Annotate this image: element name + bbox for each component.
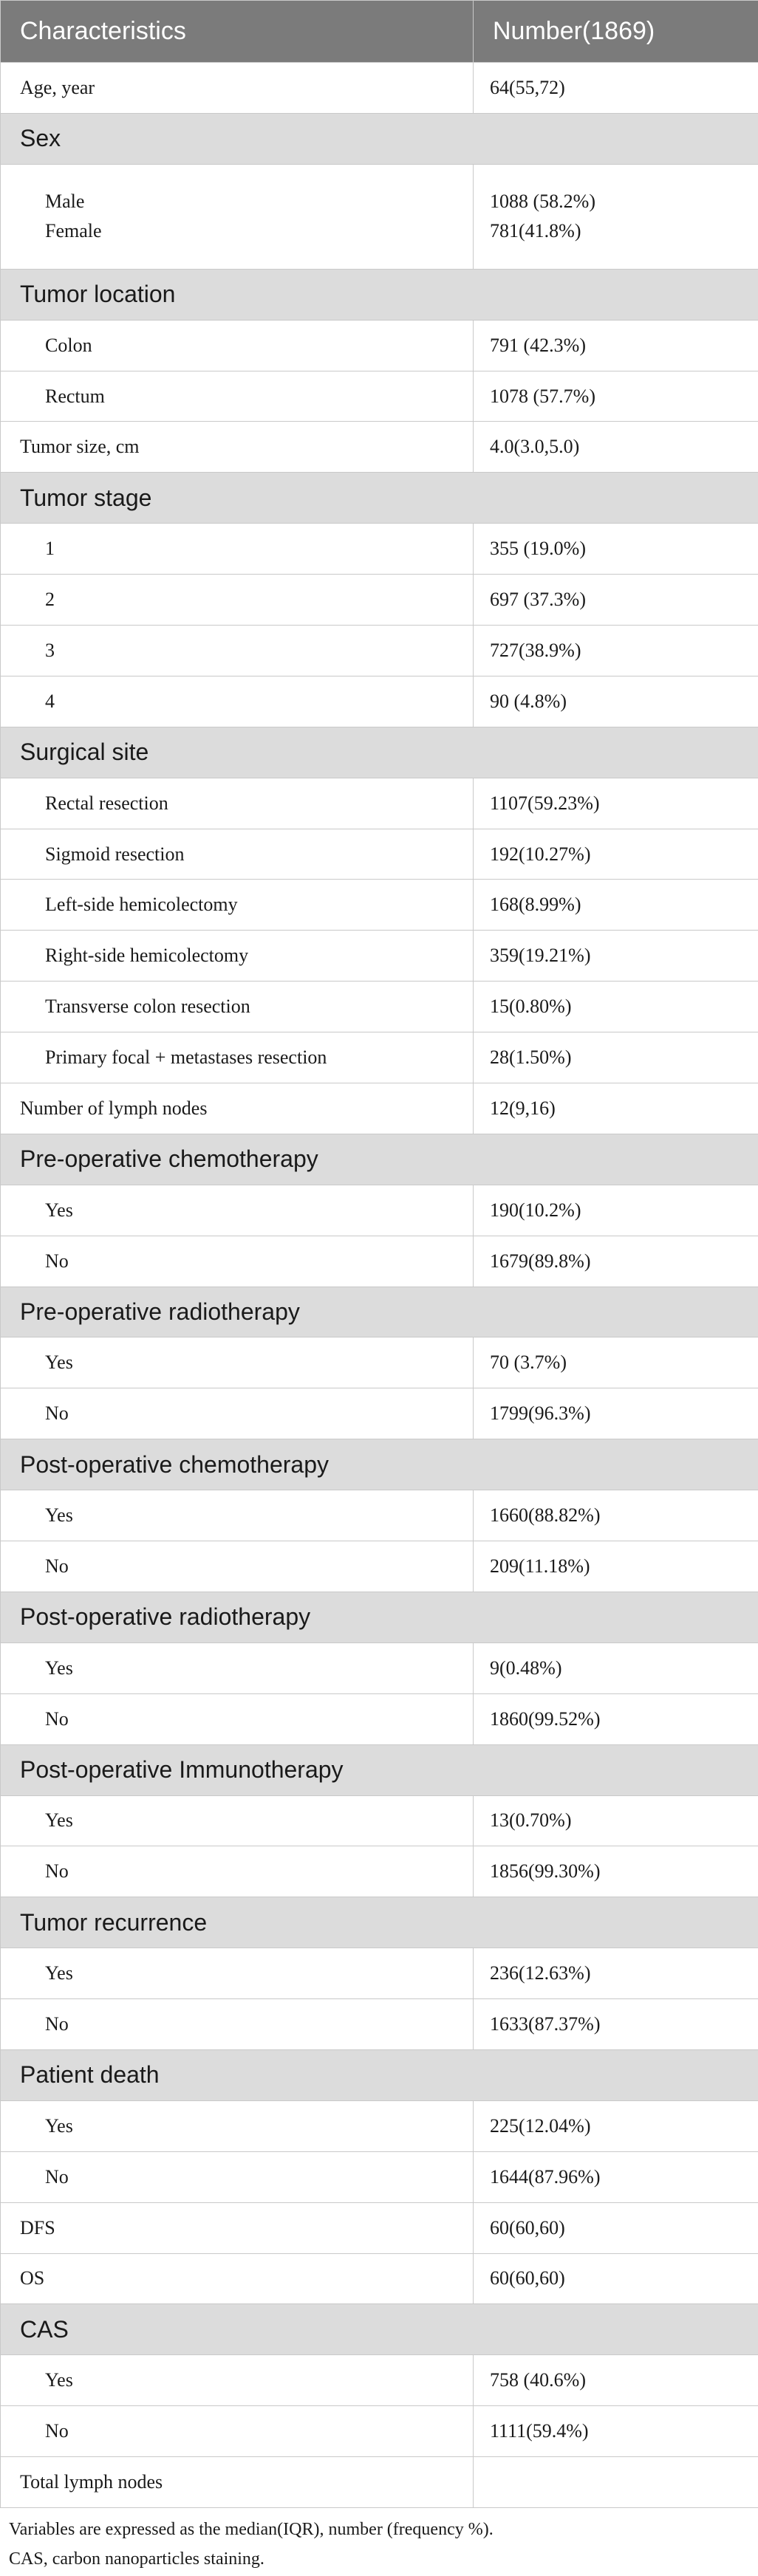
row-value: 28(1.50%) — [474, 1032, 758, 1083]
table-row — [1, 1083, 758, 1134]
male-value: 1088 (58.2%) — [490, 191, 595, 213]
section-row-sex — [1, 113, 758, 164]
row-label: Primary focal + metastases resection — [1, 1032, 474, 1083]
female-label: Female — [45, 220, 102, 242]
row-value: 168(8.99%) — [474, 880, 758, 931]
row-label: No — [1, 1236, 474, 1287]
row-value-total-lymph — [474, 2457, 758, 2508]
section-title: Patient death — [1, 2049, 758, 2100]
table-row — [1, 1795, 758, 1846]
row-label-age: Age, year — [1, 63, 474, 114]
table-row — [1, 1185, 758, 1236]
row-value: 1860(99.52%) — [474, 1693, 758, 1744]
female-value: 781(41.8%) — [490, 220, 581, 242]
row-label-tumor-size: Tumor size, cm — [1, 422, 474, 473]
row-label: 2 — [1, 575, 474, 626]
row-value: 70 (3.7%) — [474, 1337, 758, 1388]
table-row — [1, 2457, 758, 2508]
row-value: 1660(88.82%) — [474, 1490, 758, 1541]
table-row — [1, 829, 758, 880]
row-label: No — [1, 1541, 474, 1592]
row-value: 1644(87.96%) — [474, 2151, 758, 2202]
table-row — [1, 2355, 758, 2406]
row-value: 90 (4.8%) — [474, 676, 758, 727]
table-row — [1, 2202, 758, 2253]
section-title: CAS — [1, 2304, 758, 2355]
row-label: No — [1, 2406, 474, 2457]
table-row — [1, 63, 758, 114]
row-label: 4 — [1, 676, 474, 727]
male-label: Male — [45, 191, 85, 213]
row-label-dfs: DFS — [1, 2202, 474, 2253]
row-value: 1111(59.4%) — [474, 2406, 758, 2457]
row-value: 225(12.04%) — [474, 2100, 758, 2151]
footnote-variables: Variables are expressed as the median(IQR), number (frequency %). — [9, 2519, 494, 2539]
section-row-post-immuno — [1, 1744, 758, 1795]
section-row-post-radio — [1, 1592, 758, 1642]
row-value: 1856(99.30%) — [474, 1846, 758, 1897]
table-row — [1, 1388, 758, 1439]
section-title: Tumor location — [1, 269, 758, 320]
table-row — [1, 982, 758, 1032]
section-title: Post-operative radiotherapy — [1, 1592, 758, 1642]
row-value: 727(38.9%) — [474, 626, 758, 676]
section-title: Pre-operative chemotherapy — [1, 1134, 758, 1185]
row-value: 791 (42.3%) — [474, 320, 758, 371]
row-value: 13(0.70%) — [474, 1795, 758, 1846]
row-label: Left-side hemicolectomy — [1, 880, 474, 931]
row-label-total-lymph: Total lymph nodes — [1, 2457, 474, 2508]
row-value: 359(19.21%) — [474, 931, 758, 982]
table-row — [1, 2151, 758, 2202]
table-row — [1, 626, 758, 676]
table-row — [1, 2100, 758, 2151]
row-label: No — [1, 1999, 474, 2050]
row-value: 1078 (57.7%) — [474, 371, 758, 422]
row-label: Right-side hemicolectomy — [1, 931, 474, 982]
row-value: 15(0.80%) — [474, 982, 758, 1032]
row-value: 1799(96.3%) — [474, 1388, 758, 1439]
table-row — [1, 320, 758, 371]
section-row-post-chemo — [1, 1439, 758, 1490]
row-label: Yes — [1, 2355, 474, 2406]
table-row — [1, 371, 758, 422]
table-row — [1, 1693, 758, 1744]
table-row — [1, 880, 758, 931]
row-value: 1633(87.37%) — [474, 1999, 758, 2050]
table-row — [1, 524, 758, 575]
section-title: Sex — [1, 113, 758, 164]
table-row — [1, 1541, 758, 1592]
table-row — [1, 1490, 758, 1541]
row-value-tumor-size: 4.0(3.0,5.0) — [474, 422, 758, 473]
row-label: Yes — [1, 1490, 474, 1541]
section-row-pre-radio — [1, 1287, 758, 1337]
row-label: Yes — [1, 2100, 474, 2151]
section-row-recurrence — [1, 1897, 758, 1948]
row-value: 9(0.48%) — [474, 1642, 758, 1693]
table-row — [1, 1032, 758, 1083]
row-label: Yes — [1, 1795, 474, 1846]
row-label: Yes — [1, 1185, 474, 1236]
row-value-age: 64(55,72) — [474, 63, 758, 114]
table-footnotes — [0, 2508, 758, 2570]
row-value-dfs: 60(60,60) — [474, 2202, 758, 2253]
row-label: Yes — [1, 1337, 474, 1388]
row-value-sex — [474, 164, 758, 269]
row-label: Yes — [1, 1642, 474, 1693]
section-title: Post-operative chemotherapy — [1, 1439, 758, 1490]
table-row — [1, 1236, 758, 1287]
row-label: Sigmoid resection — [1, 829, 474, 880]
table-header-row — [1, 1, 758, 63]
row-label: 1 — [1, 524, 474, 575]
row-label-sex — [1, 164, 474, 269]
row-value: 190(10.2%) — [474, 1185, 758, 1236]
row-value-lymph-nodes: 12(9,16) — [474, 1083, 758, 1134]
row-value: 192(10.27%) — [474, 829, 758, 880]
row-label: 3 — [1, 626, 474, 676]
row-label: No — [1, 1846, 474, 1897]
row-value: 209(11.18%) — [474, 1541, 758, 1592]
table-row — [1, 575, 758, 626]
table-row — [1, 1948, 758, 1999]
section-row-pre-chemo — [1, 1134, 758, 1185]
row-value: 355 (19.0%) — [474, 524, 758, 575]
section-title: Post-operative Immunotherapy — [1, 1744, 758, 1795]
row-label: Colon — [1, 320, 474, 371]
row-label: Rectum — [1, 371, 474, 422]
section-title: Tumor recurrence — [1, 1897, 758, 1948]
row-label: No — [1, 2151, 474, 2202]
row-value: 758 (40.6%) — [474, 2355, 758, 2406]
row-value: 697 (37.3%) — [474, 575, 758, 626]
row-label-lymph-nodes: Number of lymph nodes — [1, 1083, 474, 1134]
header-number: Number(1869) — [474, 1, 758, 63]
section-row-cas — [1, 2304, 758, 2355]
section-title: Surgical site — [1, 727, 758, 778]
row-value: 236(12.63%) — [474, 1948, 758, 1999]
section-row-tumor-stage — [1, 473, 758, 524]
row-label: Rectal resection — [1, 778, 474, 829]
header-characteristics: Characteristics — [1, 1, 474, 63]
table-row — [1, 164, 758, 269]
table-row — [1, 422, 758, 473]
table-row — [1, 778, 758, 829]
row-value: 1679(89.8%) — [474, 1236, 758, 1287]
footnote-cas: CAS, carbon nanoparticles staining. — [9, 2549, 264, 2569]
section-row-tumor-location — [1, 269, 758, 320]
table-row — [1, 1642, 758, 1693]
table-row — [1, 1337, 758, 1388]
row-value: 1107(59.23%) — [474, 778, 758, 829]
section-row-death — [1, 2049, 758, 2100]
row-label: Yes — [1, 1948, 474, 1999]
section-title: Tumor stage — [1, 473, 758, 524]
table-row — [1, 931, 758, 982]
row-label: No — [1, 1693, 474, 1744]
row-label: Transverse colon resection — [1, 982, 474, 1032]
row-label-os: OS — [1, 2253, 474, 2304]
row-value-os: 60(60,60) — [474, 2253, 758, 2304]
section-row-surgical-site — [1, 727, 758, 778]
table-row — [1, 2253, 758, 2304]
section-title: Pre-operative radiotherapy — [1, 1287, 758, 1337]
table-row — [1, 676, 758, 727]
table-row — [1, 1999, 758, 2050]
table-row — [1, 1846, 758, 1897]
table-row — [1, 2406, 758, 2457]
row-label: No — [1, 1388, 474, 1439]
